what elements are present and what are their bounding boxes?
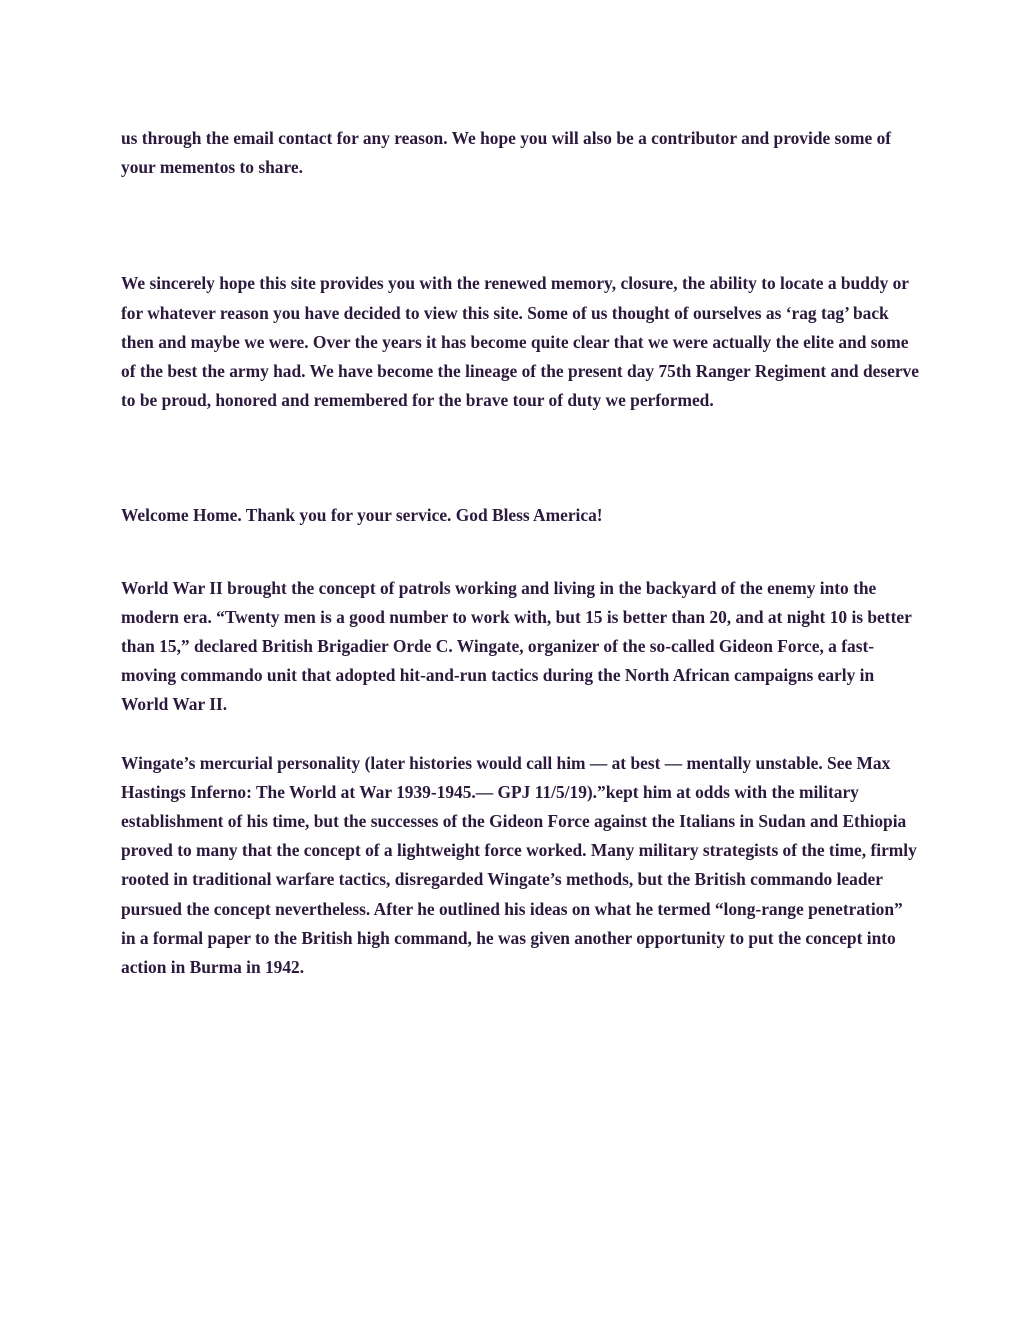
document-body [121, 124, 921, 982]
paragraph-site-purpose: We sincerely hope this site provides you with the renewed memory, closure, the ability to locate a buddy or for whatever reason you have decided to view this site. Some of us thought of ourselves as ‘rag tag’ back then and maybe we were. Over the years it has become quite clear that we were actually the elite and some of the best the army had. We have become the lineage of the present day 75th Ranger Regiment and deserve to be proud, honored and remembered for the brave tour of duty we performed. [121, 273, 919, 411]
paragraph-contact: us through the email contact for any reason. We hope you will also be a contributor and provide some of your mementos to share. [121, 128, 892, 178]
paragraph-wingate: Wingate’s mercurial personality (later histories would call him — at best — mentally unstable. See Max Hastings Inferno: The World at War 1939-1945.— GPJ 11/5/19).”kept him at odds with the military establishment of his time, but the successes of the Gideon Force against the Italians in Sudan and Ethiopia proved to many that the concept of a lightweight force worked. Many military strategists of the time, firmly rooted in traditional warfare tactics, disregarded Wingate’s methods, but the British commando leader pursued the concept nevertheless. After he outlined his ideas on what he termed “long-range penetration” in a formal paper to the British high command, he was given another opportunity to put the concept into action in Burma in 1942. [121, 752, 917, 978]
paragraph-welcome-home: Welcome Home. Thank you for your service. God Bless America! [121, 505, 603, 526]
paragraph-world-war-ii: World War II brought the concept of patrols working and living in the backyard of the enemy into the modern era. “Twenty men is a good number to work with, but 15 is better than 20, and at night 10 is better than 15,” declared British Brigadier Orde C. Wingate, organizer of the so-called Gideon Force, a fast-moving commando unit that adopted hit-and-run tactics during the North African campaigns early in World War II. [121, 577, 912, 715]
